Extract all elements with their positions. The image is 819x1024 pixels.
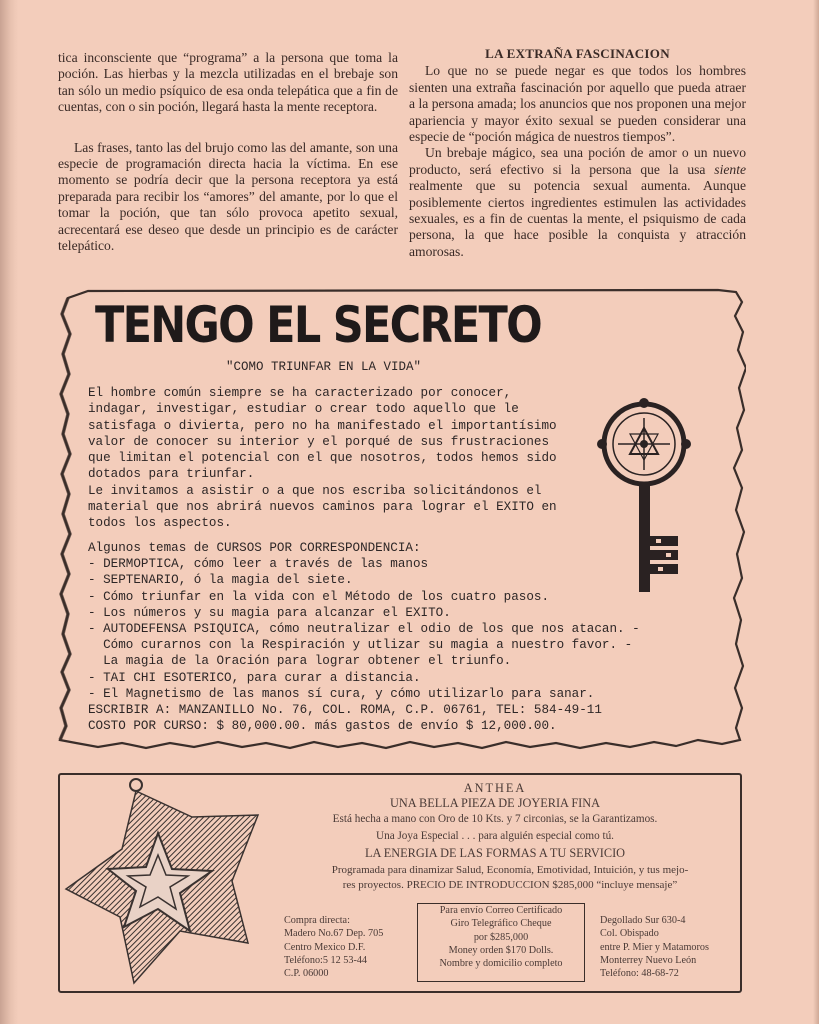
address-line: Col. Obispado — [600, 928, 659, 940]
address-line: C.P. 06000 — [284, 968, 329, 980]
mail-order-line: Giro Telegráfico Cheque — [450, 918, 552, 930]
article-paragraph: Las frases, tanto las del brujo como las del amante, son una especie de programación directa hacia la víctima. En ese momento se podría decir que la persona receptora ya está preparada para recibir los “amores” del amante, por lo que el tomar la poción, que tan sólo provoca apetito sexual, acrecentará ese deseo que desde un principio es de carácter telepático. — [58, 139, 398, 254]
article-left-column — [58, 50, 398, 254]
page-edge-left — [0, 0, 18, 1024]
course-list-line: La magia de la Oración para lograr obtener el triunfo. — [88, 654, 512, 669]
address-line: Centro Mexico D.F. — [284, 941, 366, 953]
ad-intro-text — [88, 385, 578, 532]
brand-name: ANTHEA — [463, 781, 527, 795]
course-list-line: - TAI CHI ESOTERICO, para curar a distancia. — [88, 670, 421, 685]
address-line: Teléfono:5 12 53-44 — [284, 954, 368, 966]
mail-order-box — [417, 903, 585, 982]
ad-text-line: Una Joya Especial . . . para alguién especial como tú. — [376, 830, 614, 842]
course-list-line: Cómo curarnos con la Respiración y utlizar su magia a nuestro favor. - — [88, 638, 633, 653]
mail-order-line: Nombre y domicilio completo — [439, 958, 563, 970]
address-line: Degollado Sur 630-4 — [600, 915, 686, 926]
course-list-line: - DERMOPTICA, cómo leer a través de las manos — [88, 557, 429, 572]
secret-advertisement — [58, 288, 746, 752]
price-line: COSTO POR CURSO: $ 80,000.00. más gastos de envío $ 12,000.00. — [88, 719, 557, 734]
ad-text-line: Está hecha a mano con Oro de 10 Kts. y 7 circonias, se la Garantizamos. — [332, 813, 658, 825]
monterrey-address — [600, 914, 709, 980]
ad-paragraph: El hombre común siempre se ha caracterizado por conocer, indagar, investigar, estudiar o crear todo aquello que le satisfaga o divierta, pero no ha manifestado el importantísimo valor de conocer su interior y el porqué de sus frustraciones que limitan el potencial con el que nosotros, todos hemos sido dotados para triunfar. — [88, 386, 557, 482]
contact-address-line: ESCRIBIR A: MANZANILLO No. 76, COL. ROMA, C.P. 06761, TEL: 584-49-11 — [88, 703, 602, 718]
mail-order-line: Para envío Correo Certificado — [439, 905, 563, 916]
course-list-line: - SEPTENARIO, ó la magia del siete. — [88, 573, 353, 588]
article-paragraph: Lo que no se puede negar es que todos los hombres sienten una extraña fascinación por aquello que pueda atraer a la persona amada; los anuncios que nos proponen una mejor apariencia y mayor éxito sexual se pueden considerar una especie de “poción mágica de nuestros tiempos”. — [409, 63, 746, 145]
course-list-line: Algunos temas de CURSOS POR CORRESPONDENCIA: — [88, 541, 421, 555]
ad-subtitle: "COMO TRIUNFAR EN LA VIDA" — [226, 360, 422, 374]
article-paragraph — [409, 145, 746, 260]
ad-text-line: res proyectos. PRECIO DE INTRODUCCION $285,000 “incluye mensaje” — [342, 879, 678, 891]
ad-paragraph: Le invitamos a asistir o a que nos escriba solicitándonos el material que nos abrirá nuevos caminos para lograr el EXITO en todos los aspectos. — [88, 483, 557, 531]
emphasis-text: siente — [714, 161, 747, 177]
mail-order-line: por $285,000 — [473, 931, 529, 943]
address-line: entre P. Mier y Matamoros — [600, 941, 709, 953]
address-line: Teléfono: 48-68-72 — [600, 968, 679, 980]
anthea-jewelry-ad — [58, 773, 742, 993]
ad-text-line: LA ENERGIA DE LAS FORMAS A TU SERVICIO — [364, 846, 626, 860]
article-paragraph: tica inconsciente que “programa” a la persona que toma la poción. Las hierbas y la mezcla utilizadas en el brebaje son tan sólo un medio psíquico de esa onda telepática que a fin de cuentas, con o sin poción, llegará hasta la mente receptora. — [58, 50, 398, 115]
page-edge-right — [813, 0, 819, 1024]
course-list-line: - AUTODEFENSA PSIQUICA, cómo neutralizar el odio de los que nos atacan. - — [88, 622, 640, 637]
course-list-line: - Los números y su magia para alcanzar el EXITO. — [88, 605, 451, 620]
ad-headline: TENGO EL SECRETO — [94, 296, 542, 354]
address-line: Compra directa: — [284, 915, 350, 926]
address-line: Madero No.67 Dep. 705 — [284, 928, 384, 940]
course-list-line: - Cómo triunfar en la vida con el Método de los cuatro pasos. — [88, 589, 550, 604]
ad-tagline: UNA BELLA PIEZA DE JOYERIA FINA — [389, 796, 601, 810]
esoteric-key-icon — [594, 394, 704, 599]
text-run: realmente que su potencia sexual aumenta. Aunque posiblemente ciertos ingredientes estimulen las actividades sexuales, es a fin de cuentas la mente, el psiquismo de cada persona, la que hace posible la conquista y atracción amorosas. — [409, 178, 746, 259]
section-heading: LA EXTRAÑA FASCINACION — [485, 46, 670, 61]
text-run: Un brebaje mágico, sea una poción de amor o un nuevo producto, será efectivo si la persona que la usa — [409, 145, 746, 177]
course-list-line: - El Magnetismo de las manos sí cura, y cómo utilizarlo para sanar. — [88, 686, 595, 701]
ad-text-line: Programada para dinamizar Salud, Economía, Emotividad, Intuición, y tus mejo- — [331, 864, 689, 876]
article-right-column — [409, 46, 746, 260]
mail-order-line: Money orden $170 Dolls. — [448, 944, 554, 956]
star-pendant-icon — [62, 777, 272, 987]
address-line: Monterrey Nuevo León — [600, 954, 697, 966]
direct-purchase-address — [284, 914, 383, 980]
